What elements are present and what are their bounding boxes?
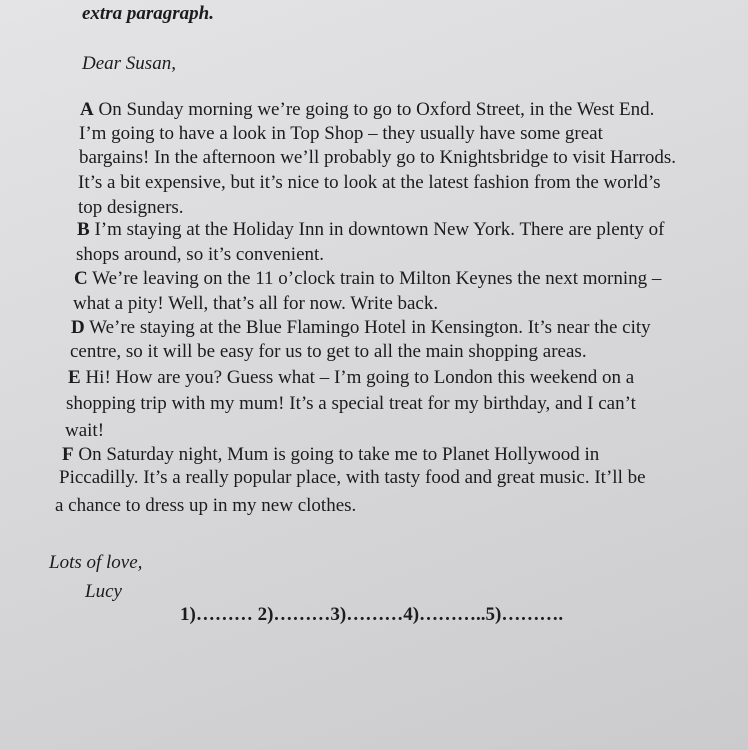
paragraph-letter: C: [74, 268, 88, 289]
paragraph-e-line-2: shopping trip with my mum! It’s a special treat for my birthday, and I can’t: [66, 393, 636, 414]
paragraph-text: On Sunday morning we’re going to go to Oxford Street, in the West End.: [98, 99, 655, 120]
paragraph-f-line-2: Piccadilly. It’s a really popular place, with tasty food and great music. It’ll be: [59, 467, 646, 488]
heading-fragment: extra paragraph.: [82, 3, 214, 24]
paragraph-f-line-1: [62, 443, 599, 467]
paragraph-text: I’m staying at the Holiday Inn in downtown New York. There are plenty of: [94, 219, 665, 240]
paragraph-d-line-2: centre, so it will be easy for us to get to all the main shopping areas.: [70, 341, 587, 362]
paragraph-text: We’re leaving on the 11 o’clock train to Milton Keynes the next morning –: [92, 268, 662, 289]
paragraph-d-line-1: [71, 316, 651, 340]
paragraph-b-line-1: [77, 218, 665, 242]
paragraph-e-line-3: wait!: [65, 420, 105, 441]
paragraph-b-line-2: shops around, so it’s convenient.: [76, 244, 325, 265]
paragraph-a-line-2: I’m going to have a look in Top Shop – they usually have some great: [79, 123, 603, 144]
closing: Lots of love,: [49, 552, 143, 573]
paragraph-a-line-3: bargains! In the afternoon we’ll probably go to Knightsbridge to visit Harrods.: [79, 147, 676, 168]
paragraph-letter: D: [71, 317, 85, 338]
paragraph-a-line-4: It’s a bit expensive, but it’s nice to look at the latest fashion from the world’s: [78, 172, 661, 193]
paragraph-letter: E: [68, 367, 81, 388]
paragraph-a-line-5: top designers.: [78, 197, 184, 218]
paragraph-e-line-1: [68, 366, 634, 390]
paragraph-text: Hi! How are you? Guess what – I’m going to London this weekend on a: [85, 367, 635, 388]
greeting: Dear Susan,: [82, 53, 176, 74]
signature: Lucy: [85, 581, 122, 602]
paragraph-letter: B: [77, 219, 90, 240]
paragraph-letter: F: [62, 444, 74, 465]
paragraph-a-line-1: [80, 98, 654, 122]
paragraph-text: On Saturday night, Mum is going to take me to Planet Hollywood in: [78, 444, 600, 465]
paragraph-text: We’re staying at the Blue Flamingo Hotel in Kensington. It’s near the city: [89, 317, 651, 338]
paragraph-f-line-3: a chance to dress up in my new clothes.: [55, 495, 357, 516]
paragraph-c-line-1: [74, 267, 661, 291]
paragraph-c-line-2: what a pity! Well, that’s all for now. Write back.: [73, 293, 439, 314]
answer-blanks: 1)……… 2)………3)………4)………..5)……….: [180, 604, 564, 625]
paragraph-letter: A: [80, 99, 94, 120]
